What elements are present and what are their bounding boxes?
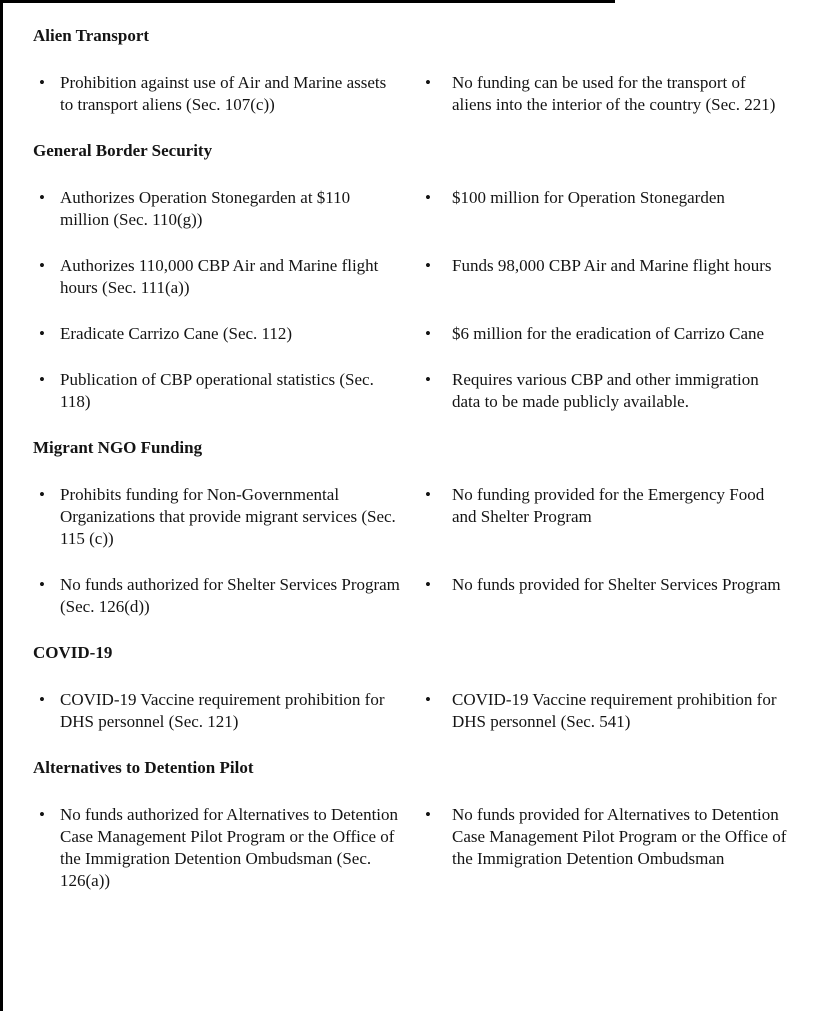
section-alternatives-to-detention-pilot <box>33 757 791 892</box>
left-cell <box>33 369 425 413</box>
right-cell-text: Funds 98,000 CBP Air and Marine flight hours <box>452 256 772 275</box>
left-cell <box>33 323 425 345</box>
bullet-icon: • <box>425 256 431 275</box>
left-cell-text: Prohibits funding for Non-Governmental Organizations that provide migrant services (Sec. 115 (c)) <box>60 485 396 548</box>
bullet-icon: • <box>39 256 45 275</box>
comparison-row <box>33 574 791 618</box>
left-cell-text: Authorizes Operation Stonegarden at $110 million (Sec. 110(g)) <box>60 188 351 229</box>
comparison-row <box>33 255 791 299</box>
bullet-icon: • <box>39 805 45 824</box>
section-general-border-security <box>33 140 791 413</box>
left-cell-text: Publication of CBP operational statistics (Sec. 118) <box>60 370 374 411</box>
right-cell-text: $100 million for Operation Stonegarden <box>452 188 725 207</box>
left-cell <box>33 574 425 618</box>
comparison-row <box>33 689 791 733</box>
bullet-icon: • <box>39 73 45 92</box>
right-cell <box>425 72 791 116</box>
right-cell <box>425 484 791 550</box>
left-cell <box>33 255 425 299</box>
page-top-border <box>3 0 615 3</box>
right-cell-text: No funding can be used for the transport of aliens into the interior of the country (Sec. 221) <box>452 73 776 114</box>
right-cell-text: No funding provided for the Emergency Food and Shelter Program <box>452 485 765 526</box>
comparison-row <box>33 323 791 345</box>
bullet-icon: • <box>425 575 431 594</box>
bullet-icon: • <box>425 805 431 824</box>
section-title: General Border Security <box>33 141 213 160</box>
left-cell-text: Eradicate Carrizo Cane (Sec. 112) <box>60 324 293 343</box>
right-cell <box>425 804 791 892</box>
bullet-icon: • <box>425 188 431 207</box>
right-cell <box>425 187 791 231</box>
bullet-icon: • <box>39 324 45 343</box>
left-cell-text: Authorizes 110,000 CBP Air and Marine flight hours (Sec. 111(a)) <box>60 256 379 297</box>
bullet-icon: • <box>39 370 45 389</box>
right-cell-text: No funds provided for Shelter Services Program <box>452 575 781 594</box>
right-cell <box>425 255 791 299</box>
left-cell <box>33 484 425 550</box>
section-title: Alien Transport <box>33 26 150 45</box>
right-cell-text: No funds provided for Alternatives to Detention Case Management Pilot Program or the Office of the Immigration Detention Ombudsman <box>452 805 787 868</box>
section-title: COVID-19 <box>33 643 113 662</box>
bullet-icon: • <box>425 485 431 504</box>
bullet-icon: • <box>39 188 45 207</box>
bullet-icon: • <box>425 324 431 343</box>
section-migrant-ngo-funding <box>33 437 791 618</box>
bullet-icon: • <box>39 575 45 594</box>
left-cell-text: No funds authorized for Alternatives to Detention Case Management Pilot Program or the Office of the Immigration Detention Ombudsman (Sec. 126(a)) <box>60 805 399 890</box>
bullet-icon: • <box>39 485 45 504</box>
bullet-icon: • <box>425 73 431 92</box>
right-cell-text: $6 million for the eradication of Carrizo Cane <box>452 324 765 343</box>
left-cell <box>33 689 425 733</box>
comparison-row <box>33 187 791 231</box>
comparison-row <box>33 484 791 550</box>
left-cell-text: COVID-19 Vaccine requirement prohibition for DHS personnel (Sec. 121) <box>60 690 385 731</box>
right-cell <box>425 369 791 413</box>
right-cell-text: Requires various CBP and other immigration data to be made publicly available. <box>452 370 759 411</box>
section-covid-19 <box>33 642 791 733</box>
section-title: Alternatives to Detention Pilot <box>33 758 254 777</box>
bullet-icon: • <box>425 690 431 709</box>
left-cell <box>33 804 425 892</box>
comparison-row <box>33 804 791 892</box>
left-cell <box>33 187 425 231</box>
section-alien-transport <box>33 25 791 116</box>
section-title: Migrant NGO Funding <box>33 438 203 457</box>
bullet-icon: • <box>39 690 45 709</box>
bullet-icon: • <box>425 370 431 389</box>
right-cell <box>425 323 791 345</box>
document-content <box>3 0 821 924</box>
left-cell-text: Prohibition against use of Air and Marine assets to transport aliens (Sec. 107(c)) <box>60 73 387 114</box>
comparison-row <box>33 369 791 413</box>
left-cell <box>33 72 425 116</box>
right-cell <box>425 574 791 618</box>
right-cell <box>425 689 791 733</box>
right-cell-text: COVID-19 Vaccine requirement prohibition for DHS personnel (Sec. 541) <box>452 690 777 731</box>
left-cell-text: No funds authorized for Shelter Services Program (Sec. 126(d)) <box>60 575 400 616</box>
comparison-row <box>33 72 791 116</box>
